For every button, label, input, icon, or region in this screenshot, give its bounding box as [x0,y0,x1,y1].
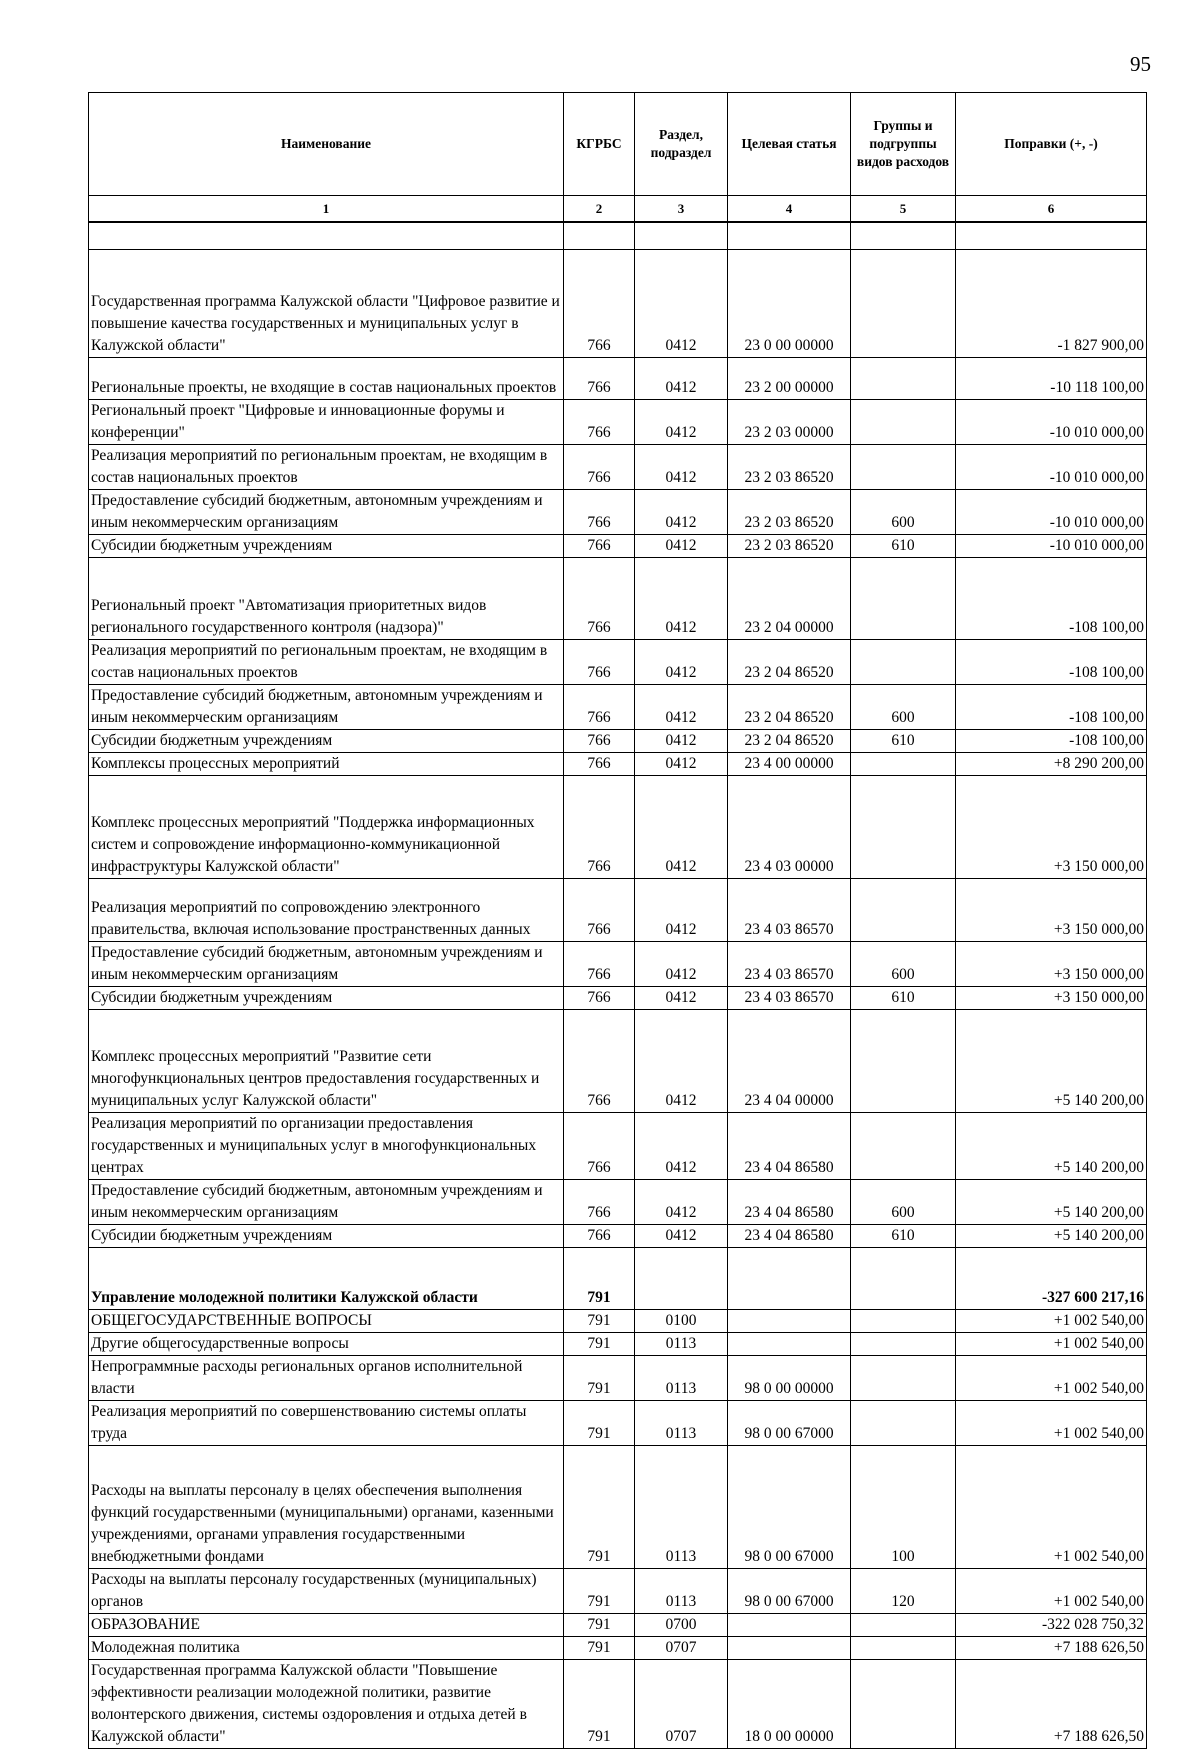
table-row [89,879,1147,942]
row-name: Предоставление субсидий бюджетным, автономным учреждениям и иным некоммерческим организациям [89,490,564,535]
row-name: Субсидии бюджетным учреждениям [89,987,564,1010]
row-name: ОБРАЗОВАНИЕ [89,1614,564,1637]
row-kgrbs: 791 [564,1614,635,1637]
row-group [851,1333,956,1356]
table-row [89,1660,1147,1749]
row-kgrbs: 791 [564,1333,635,1356]
row-section: 0113 [635,1333,728,1356]
table-row [89,942,1147,987]
row-kgrbs: 791 [564,1401,635,1446]
row-name: Реализация мероприятий по региональным проектам, не входящим в состав национальных проектов [89,640,564,685]
row-amount: +1 002 540,00 [956,1446,1147,1569]
row-section: 0412 [635,445,728,490]
row-group [851,1401,956,1446]
row-amount: +1 002 540,00 [956,1569,1147,1614]
row-kgrbs: 766 [564,490,635,535]
row-name: Региональный проект "Автоматизация приоритетных видов регионального государственного контроля (надзора)" [89,558,564,640]
table-row [89,640,1147,685]
row-name: Региональные проекты, не входящие в состав национальных проектов [89,358,564,400]
row-kgrbs: 766 [564,1180,635,1225]
row-kgrbs: 791 [564,1660,635,1749]
row-name: Комплекс процессных мероприятий "Поддержка информационных систем и сопровождение информационно-коммуникационной инфраструктуры Калужской области" [89,776,564,879]
row-name: Реализация мероприятий по региональным проектам, не входящим в состав национальных проектов [89,445,564,490]
row-group [851,879,956,942]
row-group [851,1660,956,1749]
row-target [728,1637,851,1660]
row-target [728,1310,851,1333]
row-target: 23 4 03 86570 [728,942,851,987]
row-target: 23 4 03 86570 [728,879,851,942]
row-group: 600 [851,1180,956,1225]
row-section: 0700 [635,1614,728,1637]
row-target [728,1333,851,1356]
row-section: 0412 [635,987,728,1010]
row-section: 0412 [635,535,728,558]
row-amount: -327 600 217,16 [956,1248,1147,1310]
row-amount: +1 002 540,00 [956,1356,1147,1401]
row-kgrbs: 766 [564,776,635,879]
row-group: 600 [851,942,956,987]
row-kgrbs: 766 [564,535,635,558]
row-section: 0412 [635,1225,728,1248]
spacer-row [89,222,1147,250]
table-row [89,1614,1147,1637]
row-group: 600 [851,490,956,535]
row-group [851,1356,956,1401]
row-group: 610 [851,730,956,753]
row-section: 0412 [635,776,728,879]
row-section: 0113 [635,1446,728,1569]
row-amount: -10 010 000,00 [956,535,1147,558]
row-group [851,1113,956,1180]
table-row [89,1180,1147,1225]
row-target [728,1248,851,1310]
row-target: 98 0 00 67000 [728,1446,851,1569]
table-row [89,535,1147,558]
column-number: 1 [89,196,564,223]
row-kgrbs: 766 [564,1225,635,1248]
row-kgrbs: 766 [564,942,635,987]
row-kgrbs: 766 [564,730,635,753]
page-number: 95 [1130,52,1151,76]
row-target: 23 4 03 86570 [728,987,851,1010]
row-amount: -108 100,00 [956,730,1147,753]
row-name: Реализация мероприятий по организации предоставления государственных и муниципальных услуг в многофункциональных центрах [89,1113,564,1180]
row-group [851,400,956,445]
table-row [89,445,1147,490]
row-amount: -108 100,00 [956,640,1147,685]
row-target: 23 2 03 86520 [728,445,851,490]
row-kgrbs: 766 [564,879,635,942]
table-row [89,776,1147,879]
row-name: Субсидии бюджетным учреждениям [89,1225,564,1248]
row-name: Другие общегосударственные вопросы [89,1333,564,1356]
row-group: 610 [851,987,956,1010]
row-section: 0412 [635,1010,728,1113]
row-amount: +5 140 200,00 [956,1010,1147,1113]
row-amount: +1 002 540,00 [956,1401,1147,1446]
row-kgrbs: 766 [564,558,635,640]
row-group [851,445,956,490]
row-amount: +3 150 000,00 [956,942,1147,987]
row-amount: +5 140 200,00 [956,1180,1147,1225]
row-group [851,1637,956,1660]
row-group [851,753,956,776]
header-groups: Группы и подгруппы видов расходов [851,93,956,196]
column-number: 3 [635,196,728,223]
row-target: 23 4 03 00000 [728,776,851,879]
row-group [851,358,956,400]
row-target: 98 0 00 67000 [728,1569,851,1614]
row-group: 610 [851,535,956,558]
row-name: Молодежная политика [89,1637,564,1660]
row-kgrbs: 766 [564,753,635,776]
row-target: 23 2 04 86520 [728,685,851,730]
table-row [89,1637,1147,1660]
column-number: 6 [956,196,1147,223]
table-row [89,1401,1147,1446]
row-section: 0100 [635,1310,728,1333]
row-section: 0113 [635,1569,728,1614]
budget-amendments-table [88,92,1147,1749]
row-group [851,640,956,685]
row-section: 0707 [635,1660,728,1749]
row-amount: -10 118 100,00 [956,358,1147,400]
row-target: 18 0 00 00000 [728,1660,851,1749]
row-amount: +7 188 626,50 [956,1637,1147,1660]
column-number-row [89,196,1147,223]
row-amount: -108 100,00 [956,685,1147,730]
row-target: 23 2 00 00000 [728,358,851,400]
row-kgrbs: 766 [564,1113,635,1180]
row-name: Государственная программа Калужской области "Повышение эффективности реализации молодежной политики, развитие волонтерского движения, системы оздоровления и отдыха детей в Калужской области" [89,1660,564,1749]
row-target: 98 0 00 00000 [728,1356,851,1401]
header-section: Раздел, подраздел [635,93,728,196]
row-target: 23 2 03 00000 [728,400,851,445]
row-section: 0412 [635,1113,728,1180]
row-name: Субсидии бюджетным учреждениям [89,730,564,753]
table-row [89,1225,1147,1248]
row-section: 0412 [635,358,728,400]
row-amount: +3 150 000,00 [956,776,1147,879]
row-kgrbs: 791 [564,1446,635,1569]
row-kgrbs: 766 [564,987,635,1010]
column-number: 4 [728,196,851,223]
row-amount: +7 188 626,50 [956,1660,1147,1749]
row-section: 0412 [635,685,728,730]
row-name: Комплекс процессных мероприятий "Развитие сети многофункциональных центров предоставления государственных и муниципальных услуг Калужской области" [89,1010,564,1113]
row-target: 23 2 03 86520 [728,535,851,558]
row-target: 23 2 04 86520 [728,640,851,685]
row-name: Предоставление субсидий бюджетным, автономным учреждениям и иным некоммерческим организациям [89,685,564,730]
row-section: 0412 [635,730,728,753]
table-row [89,490,1147,535]
row-group [851,558,956,640]
table-row [89,1010,1147,1113]
row-kgrbs: 791 [564,1356,635,1401]
row-kgrbs: 791 [564,1310,635,1333]
row-kgrbs: 766 [564,445,635,490]
row-group [851,250,956,358]
row-target: 23 2 04 00000 [728,558,851,640]
row-group [851,1248,956,1310]
row-target: 23 4 04 86580 [728,1225,851,1248]
row-target: 23 4 04 86580 [728,1113,851,1180]
row-name: Непрограммные расходы региональных органов исполнительной власти [89,1356,564,1401]
row-name: Субсидии бюджетным учреждениям [89,535,564,558]
row-section: 0412 [635,1180,728,1225]
header-amendments: Поправки (+, -) [956,93,1147,196]
row-section: 0412 [635,490,728,535]
row-kgrbs: 791 [564,1569,635,1614]
row-amount: -10 010 000,00 [956,445,1147,490]
table-row [89,1356,1147,1401]
row-kgrbs: 766 [564,685,635,730]
row-kgrbs: 791 [564,1637,635,1660]
row-amount: -10 010 000,00 [956,490,1147,535]
row-kgrbs: 766 [564,640,635,685]
row-name: ОБЩЕГОСУДАРСТВЕННЫЕ ВОПРОСЫ [89,1310,564,1333]
table-body [89,250,1147,1749]
row-kgrbs: 766 [564,358,635,400]
row-amount: -10 010 000,00 [956,400,1147,445]
row-section: 0412 [635,753,728,776]
header-name: Наименование [89,93,564,196]
row-section: 0707 [635,1637,728,1660]
row-name: Расходы на выплаты персоналу в целях обеспечения выполнения функций государственными (муниципальными) органами, казенными учреждениями, органами управления государственными внебюджетными фондами [89,1446,564,1569]
row-kgrbs: 766 [564,250,635,358]
row-target: 23 4 00 00000 [728,753,851,776]
row-amount: +1 002 540,00 [956,1310,1147,1333]
table-row [89,1569,1147,1614]
row-section: 0412 [635,250,728,358]
row-amount: +8 290 200,00 [956,753,1147,776]
table-header-row [89,93,1147,196]
row-group: 610 [851,1225,956,1248]
row-amount: +5 140 200,00 [956,1225,1147,1248]
row-amount: +3 150 000,00 [956,879,1147,942]
row-group [851,1010,956,1113]
row-target [728,1614,851,1637]
table-row [89,753,1147,776]
table-row [89,1248,1147,1310]
row-group [851,1614,956,1637]
table-row [89,558,1147,640]
row-name: Государственная программа Калужской области "Цифровое развитие и повышение качества государственных и муниципальных услуг в Калужской области" [89,250,564,358]
table-row [89,1113,1147,1180]
row-amount: -322 028 750,32 [956,1614,1147,1637]
row-section: 0113 [635,1401,728,1446]
row-name: Реализация мероприятий по совершенствованию системы оплаты труда [89,1401,564,1446]
row-name: Предоставление субсидий бюджетным, автономным учреждениям и иным некоммерческим организациям [89,942,564,987]
row-amount: -108 100,00 [956,558,1147,640]
row-target: 98 0 00 67000 [728,1401,851,1446]
row-kgrbs: 766 [564,400,635,445]
row-group [851,776,956,879]
row-name: Региональный проект "Цифровые и инновационные форумы и конференции" [89,400,564,445]
row-target: 23 4 04 00000 [728,1010,851,1113]
row-section: 0113 [635,1356,728,1401]
row-target: 23 2 03 86520 [728,490,851,535]
row-section: 0412 [635,879,728,942]
row-kgrbs: 791 [564,1248,635,1310]
row-group [851,1310,956,1333]
row-section: 0412 [635,640,728,685]
row-amount: +1 002 540,00 [956,1333,1147,1356]
table-row [89,1446,1147,1569]
row-name: Реализация мероприятий по сопровождению электронного правительства, включая использование пространственных данных [89,879,564,942]
table-row [89,730,1147,753]
row-target: 23 4 04 86580 [728,1180,851,1225]
row-section: 0412 [635,558,728,640]
header-kgrbs: КГРБС [564,93,635,196]
header-target: Целевая статья [728,93,851,196]
row-section [635,1248,728,1310]
row-group: 100 [851,1446,956,1569]
table-row [89,358,1147,400]
row-name: Комплексы процессных мероприятий [89,753,564,776]
row-kgrbs: 766 [564,1010,635,1113]
table-row [89,1310,1147,1333]
table-row [89,400,1147,445]
row-target: 23 0 00 00000 [728,250,851,358]
row-section: 0412 [635,942,728,987]
row-group: 120 [851,1569,956,1614]
row-name: Управление молодежной политики Калужской области [89,1248,564,1310]
row-group: 600 [851,685,956,730]
table-row [89,250,1147,358]
row-name: Расходы на выплаты персоналу государственных (муниципальных) органов [89,1569,564,1614]
table-row [89,987,1147,1010]
column-number: 5 [851,196,956,223]
row-amount: +3 150 000,00 [956,987,1147,1010]
table-row [89,1333,1147,1356]
row-target: 23 2 04 86520 [728,730,851,753]
column-number: 2 [564,196,635,223]
row-name: Предоставление субсидий бюджетным, автономным учреждениям и иным некоммерческим организациям [89,1180,564,1225]
table-row [89,685,1147,730]
row-section: 0412 [635,400,728,445]
row-amount: -1 827 900,00 [956,250,1147,358]
row-amount: +5 140 200,00 [956,1113,1147,1180]
